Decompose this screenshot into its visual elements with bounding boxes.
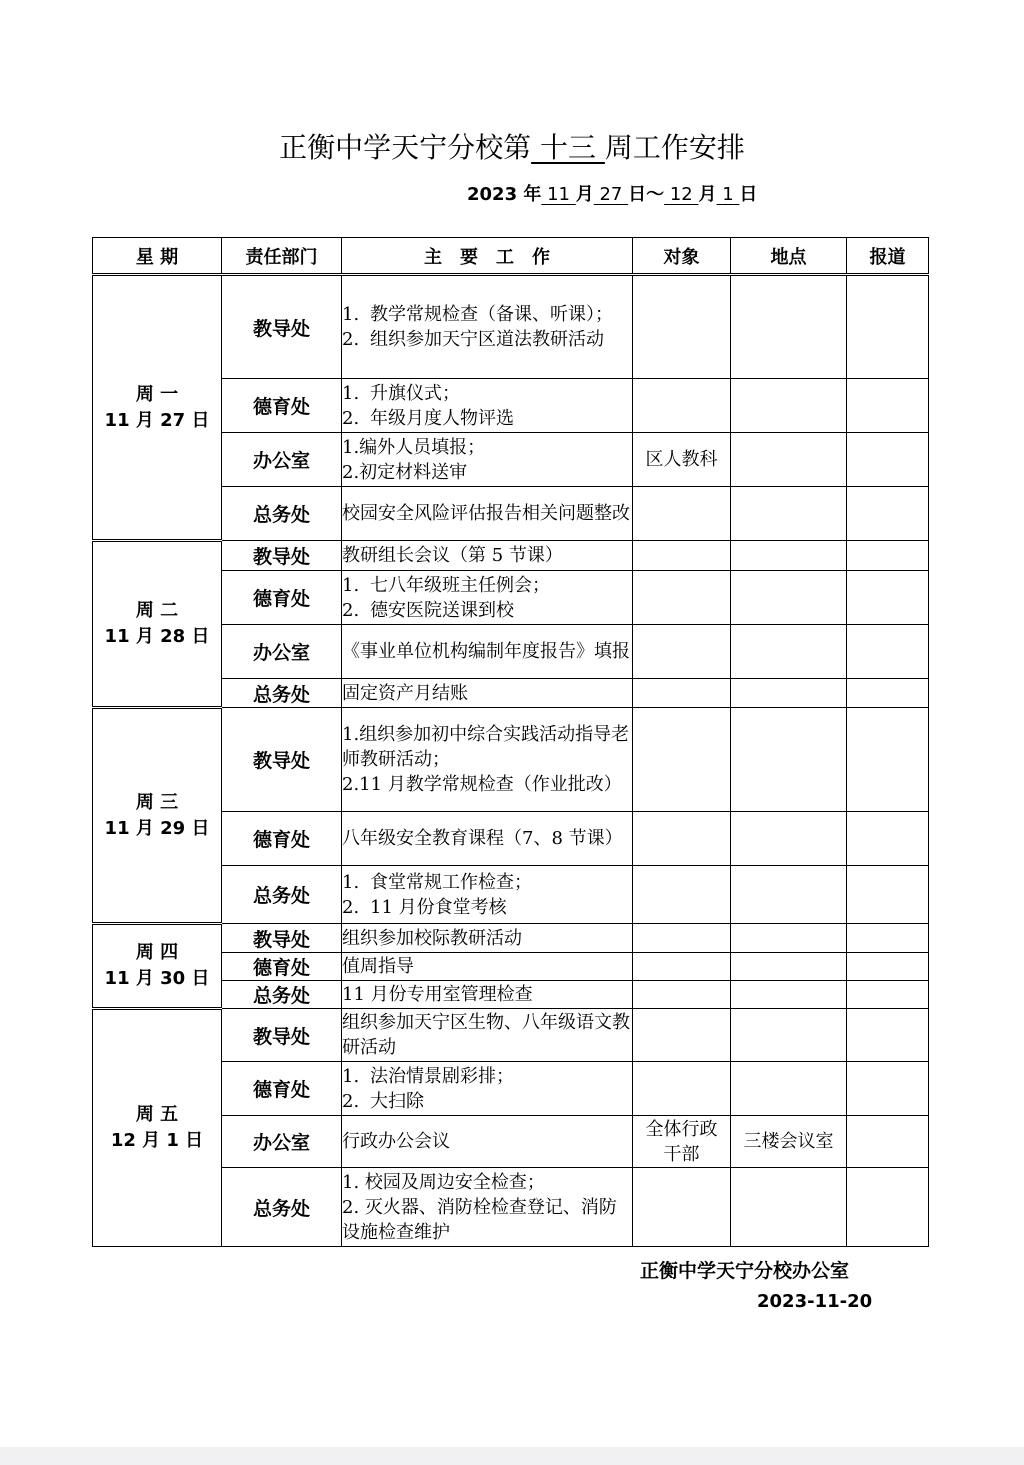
list-item — [342, 1089, 632, 1114]
target-cell — [633, 275, 731, 379]
work-cell: 《事业单位机构编制年度报告》填报 — [342, 625, 633, 679]
target-cell — [633, 379, 731, 433]
item-num: 2. — [342, 329, 360, 350]
item-text: 大扫除 — [370, 1090, 424, 1112]
dept-cell: 总务处 — [222, 981, 342, 1009]
work-cell — [342, 708, 633, 812]
place-cell — [731, 487, 847, 541]
dept-cell: 教导处 — [222, 924, 342, 953]
table-row — [93, 1009, 929, 1062]
item-num: 2. — [342, 599, 360, 621]
item-num: 1. — [342, 304, 360, 325]
target-cell — [633, 679, 731, 708]
date-label: 11 月 28 日 — [104, 626, 210, 647]
target-cell: 全体行政干部 — [633, 1116, 731, 1168]
report-cell — [847, 1168, 929, 1247]
dept-cell: 总务处 — [222, 866, 342, 924]
start-month: 11 — [547, 184, 571, 205]
work-line: 2.11 月教学常规检查（作业批改） — [342, 774, 622, 795]
list-item — [342, 870, 632, 895]
weekday-label: 周 五 — [135, 1104, 179, 1125]
weekday-label: 周 二 — [135, 600, 179, 621]
report-cell — [847, 1116, 929, 1168]
work-cell — [342, 275, 633, 379]
day-cell-mon — [93, 275, 222, 541]
place-cell: 三楼会议室 — [731, 1116, 847, 1168]
report-cell — [847, 679, 929, 708]
end-month: 12 — [669, 184, 693, 205]
work-cell: 行政办公会议 — [342, 1116, 633, 1168]
title-prefix: 正衡中学天宁分校第 — [279, 131, 532, 164]
date-label: 11 月 27 日 — [104, 409, 210, 431]
item-text: 法治情景剧彩排； — [370, 1065, 514, 1087]
target-cell — [633, 981, 731, 1009]
target-cell — [633, 953, 731, 981]
list-item — [342, 327, 632, 352]
table-row — [93, 708, 929, 812]
place-cell — [731, 981, 847, 1009]
work-cell — [342, 1168, 633, 1247]
work-cell: 教研组长会议（第 5 节课） — [342, 541, 633, 571]
page-title — [0, 128, 1024, 168]
table-header-row — [93, 238, 929, 275]
issue-date: 2023-11-20 — [757, 1291, 873, 1312]
col-weekday: 星 期 — [93, 238, 222, 275]
place-cell — [731, 1009, 847, 1062]
item-num: 1. — [342, 1065, 360, 1087]
month-label: 月 — [575, 184, 594, 205]
work-cell: 值周指导 — [342, 953, 633, 981]
item-text: 11 月份食堂考核 — [370, 896, 507, 918]
item-text: 德安医院送课到校 — [370, 599, 514, 621]
place-cell — [731, 708, 847, 812]
day-tilde-label: 日～ — [628, 184, 665, 205]
report-cell — [847, 275, 929, 379]
dept-cell: 办公室 — [222, 625, 342, 679]
target-cell — [633, 708, 731, 812]
dept-cell: 教导处 — [222, 1009, 342, 1062]
report-cell — [847, 1009, 929, 1062]
dept-cell: 德育处 — [222, 812, 342, 866]
list-item — [342, 406, 632, 431]
place-cell — [731, 679, 847, 708]
item-num: 1. — [342, 871, 360, 893]
place-cell — [731, 953, 847, 981]
target-cell — [633, 1009, 731, 1062]
dept-cell: 德育处 — [222, 1062, 342, 1116]
list-item — [342, 573, 632, 598]
col-target: 对象 — [633, 238, 731, 275]
dept-cell: 教导处 — [222, 541, 342, 571]
day-label: 日 — [739, 184, 758, 205]
list-item — [342, 1064, 632, 1089]
list-item — [342, 302, 632, 327]
report-cell — [847, 924, 929, 953]
item-text: 食堂常规工作检查； — [370, 871, 532, 893]
date-label: 11 月 29 日 — [104, 817, 210, 839]
end-day: 1 — [722, 184, 734, 205]
week-number: 十三 — [539, 131, 596, 164]
work-line: 1.编外人员填报； — [342, 436, 486, 458]
col-place: 地点 — [731, 238, 847, 275]
work-cell — [342, 1062, 633, 1116]
work-line: 1.组织参加初中综合实践活动指导老师教研活动； — [342, 724, 630, 770]
place-cell — [731, 866, 847, 924]
weekday-label: 周 三 — [135, 791, 179, 813]
work-cell: 八年级安全教育课程（7、8 节课） — [342, 812, 633, 866]
work-cell: 11 月份专用室管理检查 — [342, 981, 633, 1009]
target-cell: 区人教科 — [633, 433, 731, 487]
list-item — [342, 895, 632, 920]
item-num: 2. — [342, 1090, 360, 1112]
report-cell — [847, 487, 929, 541]
weekday-label: 周 四 — [135, 942, 179, 963]
target-cell — [633, 1168, 731, 1247]
dept-cell: 德育处 — [222, 571, 342, 625]
report-cell — [847, 379, 929, 433]
start-day: 27 — [599, 184, 623, 205]
place-cell — [731, 625, 847, 679]
col-report: 报道 — [847, 238, 929, 275]
target-cell — [633, 924, 731, 953]
report-cell — [847, 1062, 929, 1116]
day-cell-thu — [93, 924, 222, 1009]
target-cell — [633, 866, 731, 924]
place-cell — [731, 924, 847, 953]
work-cell — [342, 571, 633, 625]
dept-cell: 办公室 — [222, 433, 342, 487]
day-cell-tue — [93, 541, 222, 708]
dept-cell: 德育处 — [222, 953, 342, 981]
report-cell — [847, 812, 929, 866]
place-cell — [731, 275, 847, 379]
work-cell: 组织参加天宁区生物、八年级语文教研活动 — [342, 1009, 633, 1062]
work-line: 1. 校园及周边安全检查； — [342, 1171, 545, 1193]
date-label: 11 月 30 日 — [104, 968, 210, 989]
dept-cell: 总务处 — [222, 679, 342, 708]
report-cell — [847, 953, 929, 981]
report-cell — [847, 708, 929, 812]
dept-cell: 德育处 — [222, 379, 342, 433]
col-work: 主 要 工 作 — [342, 238, 633, 275]
place-cell — [731, 812, 847, 866]
work-line: 2. 灭火器、消防栓检查登记、消防设施检查维护 — [342, 1196, 617, 1243]
item-text: 组织参加天宁区道法教研活动 — [370, 329, 604, 350]
report-cell — [847, 866, 929, 924]
day-cell-fri — [93, 1009, 222, 1247]
target-cell — [633, 1062, 731, 1116]
report-cell — [847, 625, 929, 679]
viewer-bottom-strip — [0, 1447, 1024, 1465]
item-num: 2. — [342, 896, 360, 918]
work-cell — [342, 433, 633, 487]
place-cell — [731, 1062, 847, 1116]
item-text: 教学常规检查（备课、听课）； — [370, 304, 613, 325]
schedule-table — [92, 237, 929, 1247]
day-cell-wed — [93, 708, 222, 924]
report-cell — [847, 571, 929, 625]
table-row — [93, 275, 929, 379]
work-cell — [342, 866, 633, 924]
item-text: 年级月度人物评选 — [370, 407, 514, 429]
item-num: 1. — [342, 574, 360, 596]
report-cell — [847, 981, 929, 1009]
item-num: 2. — [342, 407, 360, 429]
month-label-2: 月 — [698, 184, 717, 205]
dept-cell: 总务处 — [222, 487, 342, 541]
place-cell — [731, 433, 847, 487]
item-text: 七八年级班主任例会； — [370, 574, 550, 596]
report-cell — [847, 433, 929, 487]
place-cell — [731, 541, 847, 571]
place-cell — [731, 379, 847, 433]
dept-cell: 教导处 — [222, 708, 342, 812]
date-label: 12 月 1 日 — [110, 1130, 204, 1151]
table-row — [93, 924, 929, 953]
report-cell — [847, 541, 929, 571]
target-cell — [633, 812, 731, 866]
work-line: 2.初定材料送审 — [342, 461, 468, 483]
place-cell — [731, 1168, 847, 1247]
issuer-office: 正衡中学天宁分校办公室 — [640, 1260, 850, 1282]
title-suffix: 周工作安排 — [604, 131, 745, 164]
work-cell: 固定资产月结账 — [342, 679, 633, 708]
item-num: 1. — [342, 382, 360, 404]
date-range — [467, 182, 757, 208]
place-cell — [731, 571, 847, 625]
list-item — [342, 598, 632, 623]
dept-cell: 教导处 — [222, 275, 342, 379]
work-cell: 组织参加校际教研活动 — [342, 924, 633, 953]
year-label: 2023 年 — [467, 184, 542, 205]
target-cell — [633, 487, 731, 541]
dept-cell: 办公室 — [222, 1116, 342, 1168]
work-cell: 校园安全风险评估报告相关问题整改 — [342, 487, 633, 541]
weekday-label: 周 一 — [135, 383, 179, 405]
target-cell — [633, 625, 731, 679]
dept-cell: 总务处 — [222, 1168, 342, 1247]
table-row — [93, 541, 929, 571]
target-cell — [633, 571, 731, 625]
target-cell — [633, 541, 731, 571]
item-text: 升旗仪式； — [370, 382, 460, 404]
col-dept: 责任部门 — [222, 238, 342, 275]
work-cell — [342, 379, 633, 433]
list-item — [342, 381, 632, 406]
